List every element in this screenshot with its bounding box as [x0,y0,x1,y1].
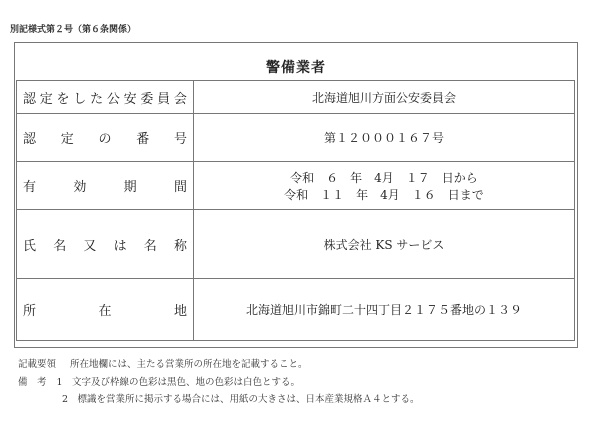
label-text: 認 定 を し た 公 安 委 員 会 [23,91,187,107]
sign-title: 警備業者 [266,60,326,76]
table-row [17,114,575,162]
remarks-note [18,374,300,388]
table-row [17,279,575,341]
form-number: 別記様式第２号（第６条関係） [10,25,137,35]
row-value: 株式会社 KS サービス [194,210,575,279]
row-value: 第１２０００１６７号 [194,114,575,162]
instructions-label: 記載要領 [18,359,57,370]
row-label [17,279,194,341]
valid-from: 令和 ６ 年 4月 １７ 日から [290,170,478,185]
label-text: 氏 名 又 は 名 称 [23,238,187,254]
row-label [17,81,194,114]
row-value: 北海道旭川市錦町二十四丁目２１７５番地の１３９ [194,279,575,341]
row-label [17,162,194,210]
table-row [17,81,575,114]
row-value [194,162,575,210]
label-text: 認 定 の 番 号 [23,132,187,147]
row-label [17,210,194,279]
label-text: 所 在 地 [23,304,187,319]
row-label [17,114,194,162]
table-row [17,210,575,279]
instructions-text: 所在地欄には、主たる営業所の所在地を記載すること。 [70,359,308,370]
label-text: 有 効 期 間 [23,180,187,195]
details-table [16,80,575,341]
remark-1: 1 文字及び枠線の色彩は黒色、地の色彩は白色とする。 [56,377,301,388]
table-row [17,162,575,210]
security-business-sign [14,42,578,348]
remark-2: 2 標識を営業所に掲示する場合には、用紙の大きさは、日本産業規格Ａ４とする。 [62,394,420,405]
row-value: 北海道旭川方面公安委員会 [194,81,575,114]
instructions-note [18,356,308,370]
valid-until: 令和 １１ 年 4月 １６ 日まで [284,187,484,202]
remarks-label: 備 考 [18,377,47,388]
